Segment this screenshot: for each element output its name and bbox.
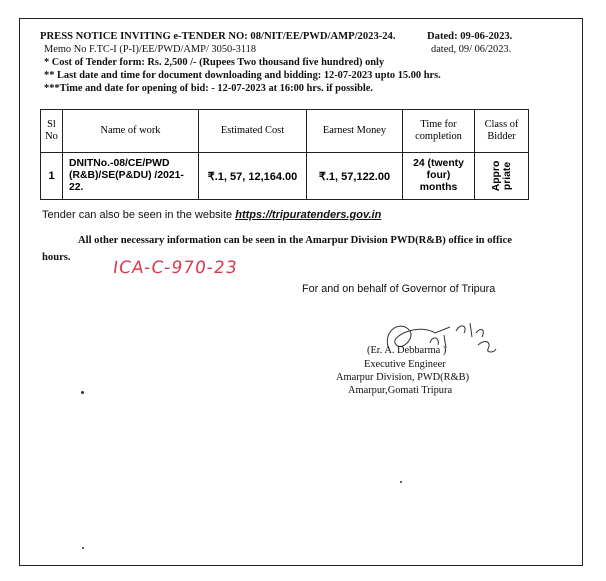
notice-title: PRESS NOTICE INVITING e-TENDER NO: 08/NIT/EE/PWD/AMP/2023-24. <box>40 31 396 42</box>
header-sl-label: Sl <box>47 119 56 130</box>
handwritten-reference: ICA-C-970-23 <box>111 258 239 278</box>
website-line <box>42 209 381 221</box>
website-prefix: Tender can also be seen in the website <box>42 209 236 221</box>
header-sl-no <box>41 110 63 153</box>
memo-date: dated, 09/ 06/2023. <box>431 44 512 55</box>
signatory-name: (Er. A. Debbarma ) <box>367 345 447 356</box>
row-class-rotated <box>491 161 513 192</box>
row-sl-no: 1 <box>41 153 63 200</box>
works-table <box>40 109 529 200</box>
other-info-hours: hours. <box>42 252 71 263</box>
on-behalf-line: For and on behalf of Governor of Tripura <box>302 283 496 295</box>
bid-opening-date: ***Time and date for opening of bid: - 12-07-2023 at 16:00 hrs. if possible. <box>44 83 373 94</box>
row-name-of-work: DNITNo.-08/CE/PWD (R&B)/SE(P&DU) /2021-22. <box>63 153 199 200</box>
signatory-division: Amarpur Division, PWD(R&B) <box>336 372 470 383</box>
header-class-of-bidder <box>475 110 529 153</box>
header-bidder-label: Bidder <box>487 131 516 142</box>
scan-speck <box>400 481 402 483</box>
header-time-for-completion <box>403 110 475 153</box>
header-earnest-money: Earnest Money <box>307 110 403 153</box>
row-time-line1: 24 (twenty <box>413 158 464 169</box>
row-class-of-bidder <box>475 153 529 200</box>
notice-frame <box>19 18 583 566</box>
table-row <box>41 153 529 200</box>
tender-form-cost: * Cost of Tender form: Rs. 2,500 /- (Rupees Two thousand five hundred) only <box>44 57 385 68</box>
row-earnest-money: ₹.1, 57,122.00 <box>307 153 403 200</box>
header-estimated-cost: Estimated Cost <box>199 110 307 153</box>
row-class-line1: Appro <box>490 160 502 192</box>
header-class-label: Class of <box>484 119 519 130</box>
scan-speck <box>81 391 84 394</box>
header-time-label: Time for <box>420 119 457 130</box>
row-time-line2: four) <box>426 170 451 181</box>
header-name-of-work: Name of work <box>63 110 199 153</box>
row-time-for-completion <box>403 153 475 200</box>
signatory-location: Amarpur,Gomati Tripura <box>348 385 453 396</box>
website-link[interactable]: https://tripuratenders.gov.in <box>235 209 382 221</box>
row-class-line2: priate <box>501 161 513 191</box>
table-header-row <box>41 110 529 153</box>
header-completion-label: completion <box>415 131 462 142</box>
other-info-line: All other necessary information can be seen in the Amarpur Division PWD(R&B) office in office <box>78 235 512 246</box>
header-no-label: No <box>45 131 58 142</box>
signatory-title: Executive Engineer <box>364 359 446 370</box>
notice-date: Dated: 09-06-2023. <box>427 31 513 42</box>
scan-speck <box>82 547 84 549</box>
row-time-line3: months <box>419 182 458 193</box>
row-estimated-cost: ₹.1, 57, 12,164.00 <box>199 153 307 200</box>
memo-number: Memo No F.TC-I (P-I)/EE/PWD/AMP/ 3050-3118 <box>44 44 257 55</box>
bidding-last-date: ** Last date and time for document downloading and bidding: 12-07-2023 upto 15.00 hrs. <box>44 70 441 81</box>
